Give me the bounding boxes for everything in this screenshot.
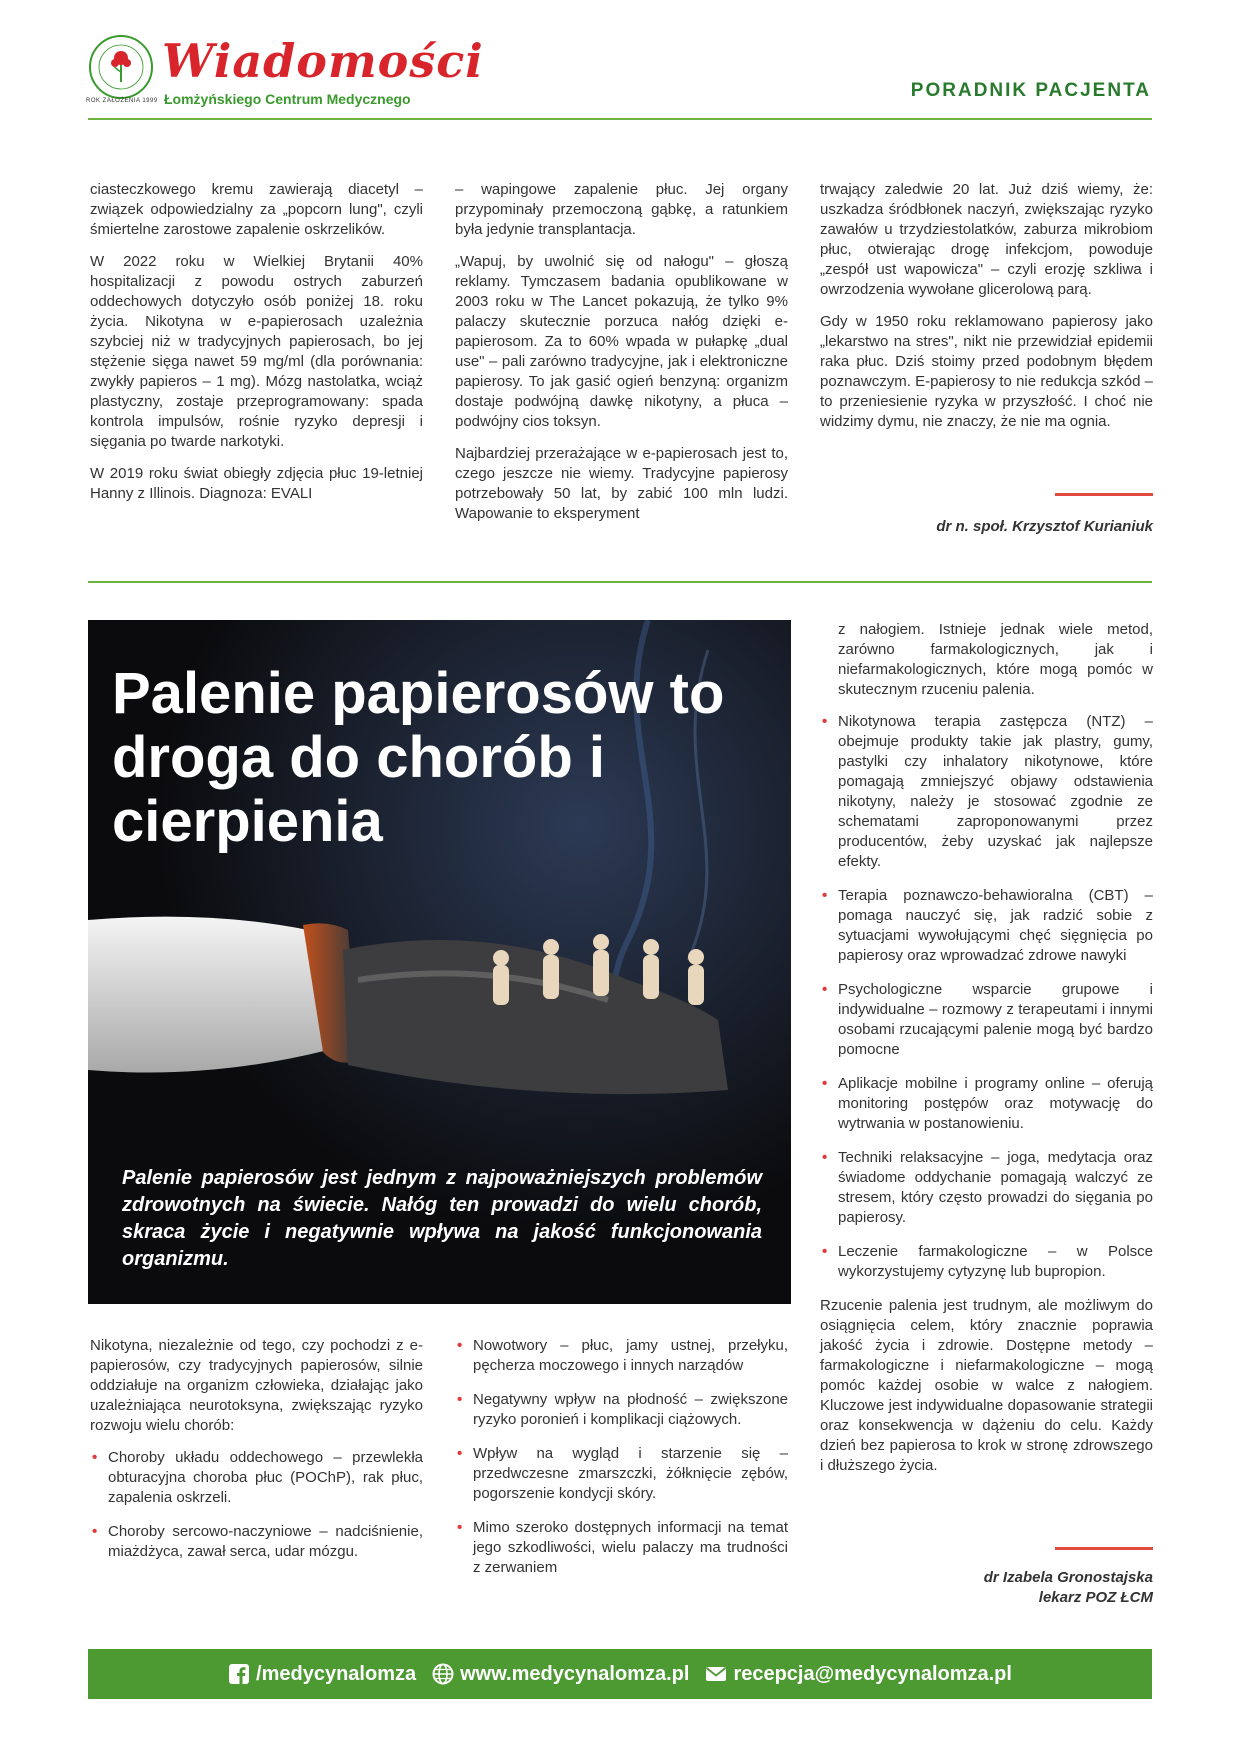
bullet-icon: •	[92, 1449, 98, 1466]
section-label: PORADNIK PACJENTA	[910, 80, 1151, 101]
list-item: • Negatywny wpływ na płodność – zwiększone ryzyko poronień i komplikacji ciążowych.	[457, 1391, 788, 1428]
article-divider	[88, 581, 1152, 583]
paragraph: W 2022 roku w Wielkiej Brytanii 40% hospitalizacji z powodu ostrych zaburzeń oddechowych dotyczyło osób poniżej 18. roku życia. Nikotyna w e-papierosach uzależnia szybciej niż w tradycyjnych papierosach, bo jej stężenie sięga nawet 59 mg/ml (dla porównania: zwykły papieros – 1 mg). Mózg nastolatka, wciąż plastyczny, zostaje przeprogramowany: spada kontrola impulsów, rośnie ryzyko depresji i sięgania po twarde narkotyki.	[90, 253, 423, 450]
header-divider	[88, 118, 1152, 120]
bullet-icon: •	[457, 1391, 463, 1408]
conclusion-paragraph: Rzucenie palenia jest trudnym, ale możliwym do osiągnięcia celem, który znacznie poprawia jakość życia i zdrowie. Dostępne metody – farmakologiczne i niefarmakologiczne – mogą pomóc każdej osobie w walce z nałogiem. Kluczowe jest indywidualne dopasowanie strategii oraz konsekwencja w dążeniu do celu. Każdy dzień bez papierosa to krok w stronę zdrowszego i dłuższego życia.	[820, 1297, 1153, 1474]
list-item: • Techniki relaksacyjne – joga, medytacja oraz świadome oddychanie pomagają walczyć ze stresem, który często prowadzi do sięgania po papierosy.	[822, 1149, 1153, 1226]
bullet-icon: •	[457, 1337, 463, 1354]
paragraph: „Wapuj, by uwolnić się od nałogu" – głoszą reklamy. Tymczasem badania opublikowane w 2003 roku w The Lancet pokazują, że tylko 9% palaczy skutecznie porzuca nałóg dzięki e-papierosom. Za to 60% wpada w pułapkę „dual use" – pali zarówno tradycyjne, jak i elektroniczne papierosy. To jak gasić ogień benzyną: organizm dostaje podwójną dawkę nikotyny, a płuca – podwójny cios toksyn.	[455, 253, 788, 430]
methods-list	[820, 712, 1153, 1282]
author-role: lekarz POZ ŁCM	[1038, 1589, 1153, 1606]
globe-icon	[432, 1663, 454, 1685]
paragraph: trwający zaledwie 20 lat. Już dziś wiemy, że: uszkadza śródbłonek naczyń, zwiększając ryzyko zawałów u trzydziestolatków, zaburza mikrobiom płuc, otwierając drogę infekcjom, powoduje „zespół ust wapowicza" – czyli erozję szkliwa i owrzodzenia wywołane glicerolową parą.	[820, 181, 1153, 298]
top-article-author: dr n. społ. Krzysztof Kurianiuk	[936, 518, 1153, 535]
bullet-icon: •	[822, 713, 828, 730]
bullet-icon: •	[822, 1149, 828, 1166]
bullet-icon: •	[457, 1445, 463, 1462]
paragraph: ciasteczkowego kremu zawierają diacetyl – związek odpowiedzialny za „popcorn lung", czyli śmiertelne zarostowe zapalenie oskrzelików.	[90, 181, 423, 238]
disease-list	[90, 1448, 423, 1562]
paragraph: Najbardziej przerażające w e-papierosach jest to, czego jeszcze nie wiemy. Tradycyjne papierosy potrzebowały 50 lat, by zabić 100 mln ludzi. Wapowanie to eksperyment	[455, 445, 788, 522]
bullet-icon: •	[822, 1075, 828, 1092]
mail-icon	[705, 1663, 727, 1685]
facebook-link[interactable]	[228, 1663, 416, 1686]
list-item: • Psychologiczne wsparcie grupowe i indywidualne – rozmowy z terapeutami i innymi osobami rzucającymi palenie mogą być bardzo pomocne	[822, 981, 1153, 1058]
bullet-icon: •	[457, 1519, 463, 1536]
list-item: • Aplikacje mobilne i programy online – oferują monitoring postępów oraz motywację do wytrwania w postanowieniu.	[822, 1075, 1153, 1132]
facebook-icon	[228, 1663, 250, 1685]
bullet-icon: •	[822, 1243, 828, 1260]
email-address: recepcja@medycynalomza.pl	[733, 1662, 1012, 1685]
top-article-column-2	[455, 180, 788, 536]
hero-lead: Palenie papierosów jest jednym z najpoważniejszych problemów zdrowotnych na świecie. Nałóg ten prowadzi do wielu chorób, skraca życie i negatywnie wpływa na jakość funkcjonowania organizmu.	[122, 1167, 762, 1270]
bullet-icon: •	[822, 887, 828, 904]
bottom-article-column-2	[455, 1336, 788, 1592]
list-item: • Choroby sercowo-naczyniowe – nadciśnienie, miażdżyca, zawał serca, udar mózgu.	[92, 1523, 423, 1560]
paragraph: Gdy w 1950 roku reklamowano papierosy jako „lekarstwo na stres", nikt nie przewidział epidemii raka płuc. Dziś stoimy przed podobnym błędem poznawczym. E-papierosy to nie redukcja szkód – to przeniesienie ryzyka w przyszłość. I choć nie widzimy dymu, nie znaczy, że nie ma ognia.	[820, 313, 1153, 430]
email-link[interactable]	[705, 1663, 1012, 1686]
paragraph: z nałogiem. Istnieje jednak wiele metod, zarówno farmakologicznych, jak i niefarmakologicznych, które mogą pomóc w skutecznym rzuceniu palenia.	[838, 621, 1153, 698]
list-item: • Leczenie farmakologiczne – w Polsce wykorzystujemy cytyzynę lub bupropion.	[822, 1243, 1153, 1280]
author-name: dr Izabela Gronostajska	[983, 1569, 1153, 1586]
author-accent-rule	[1055, 1547, 1153, 1550]
bottom-article-column-1	[90, 1336, 423, 1576]
top-article-column-1	[90, 180, 423, 516]
intro-paragraph: Nikotyna, niezależnie od tego, czy pochodzi z e-papierosów, czy tradycyjnych papierosów, silnie oddziałuje na organizm człowieka, działając jako uzależniająca neurotoksyna, zwiększając ryzyko rozwoju wielu chorób:	[90, 1337, 423, 1434]
bottom-article-column-3	[820, 620, 1153, 1488]
list-item: • Choroby układu oddechowego – przewlekła obturacyjna choroba płuc (POChP), rak płuc, zapalenia oskrzeli.	[92, 1449, 423, 1506]
disease-list-continued	[455, 1336, 788, 1578]
list-item: • Terapia poznawczo-behawioralna (CBT) – pomaga nauczyć się, jak radzić sobie z sytuacjami wywołującymi chęć sięgnięcia po papierosy oraz wprowadzać zdrowe nawyki	[822, 887, 1153, 964]
logo-seal	[88, 34, 154, 100]
hero-title: Palenie papierosów to droga do chorób i cierpienia	[112, 661, 725, 854]
hero-image-panel	[88, 620, 791, 1304]
website-url: www.medycynalomza.pl	[460, 1662, 690, 1685]
list-item: • Mimo szeroko dostępnych informacji na temat jego szkodliwości, wielu palaczy ma trudności z zerwaniem	[457, 1519, 788, 1576]
list-item: • Wpływ na wygląd i starzenie się – przedwczesne zmarszczki, żółknięcie zębów, pogorszenie kondycji skóry.	[457, 1445, 788, 1502]
list-item: • Nikotynowa terapia zastępcza (NTZ) – obejmuje produkty takie jak plastry, gumy, pastylki czy inhalatory nikotynowe, które pomagają zmniejszyć objawy odstawienia nikotyny, należy je stosować zgodnie ze schematami zaproponowanymi przez producentów, żeby uzyskać jak najlepsze efekty.	[822, 713, 1153, 870]
top-article-column-3	[820, 180, 1153, 444]
facebook-handle: /medycynalomza	[256, 1662, 417, 1685]
author-accent-rule	[1055, 493, 1153, 496]
seal-year-text: ROK ZAŁOŻENIA 1999	[86, 98, 158, 104]
footer-contact-bar	[88, 1649, 1152, 1699]
bottom-article-author	[820, 1568, 1153, 1608]
paragraph: W 2019 roku świat obiegły zdjęcia płuc 19-letniej Hanny z Illinois. Diagnoza: EVALI	[90, 465, 423, 502]
masthead-subtitle: Łomżyńskiego Centrum Medycznego	[164, 91, 411, 107]
paragraph: – wapingowe zapalenie płuc. Jej organy przypominały przemoczoną gąbkę, a ratunkiem była jedynie transplantacja.	[455, 181, 788, 238]
website-link[interactable]	[432, 1663, 689, 1686]
bullet-icon: •	[822, 981, 828, 998]
list-item: • Nowotwory – płuc, jamy ustnej, przełyku, pęcherza moczowego i innych narządów	[457, 1337, 788, 1374]
bullet-icon: •	[92, 1523, 98, 1540]
masthead-title: Wiadomości	[162, 34, 484, 88]
